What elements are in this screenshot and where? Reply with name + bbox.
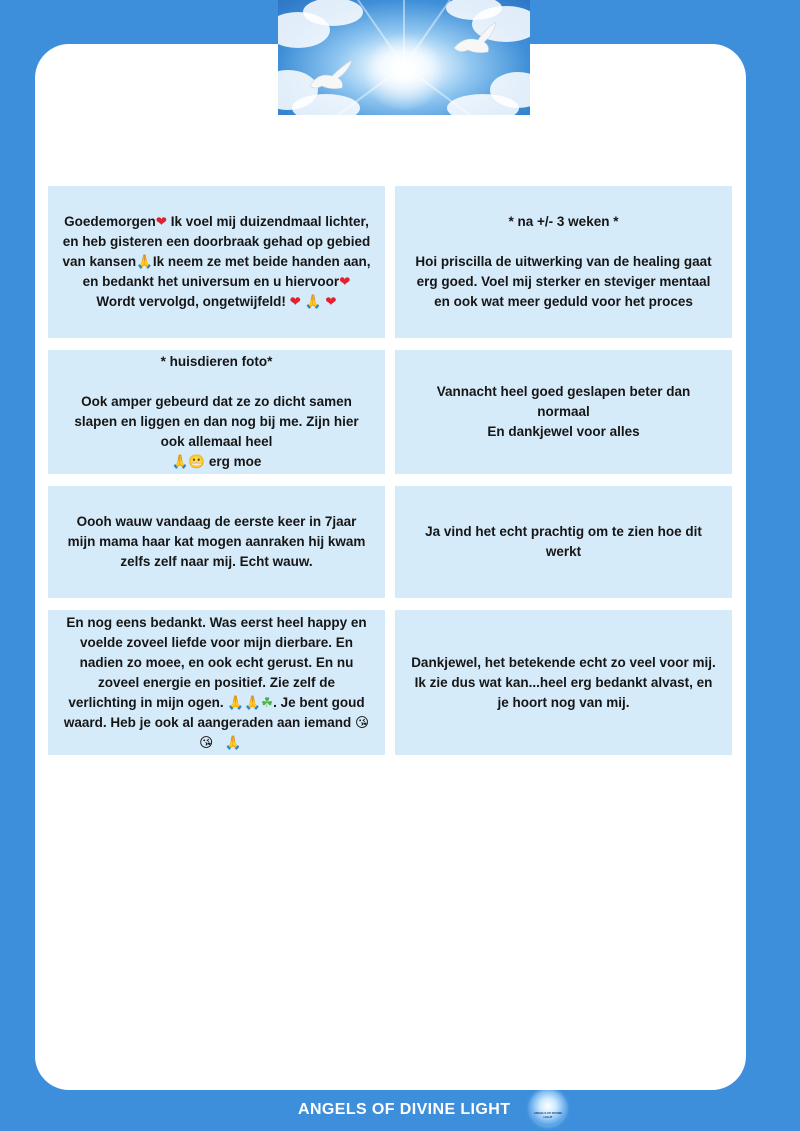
testimonial-box [48, 350, 385, 474]
grimacing-face-icon: 😬 [188, 454, 206, 469]
praying-hands-icon: 🙏 [244, 694, 261, 710]
testimonial-box [48, 610, 385, 755]
logo-text: ANGELS OF DIVINE LIGHT [533, 1111, 563, 1119]
testimonial-text: Ook amper gebeurd dat ze zo dicht samen slapen en liggen en dan nog bij me. Zijn hier ook allemaal heel 🙏😬 erg moe [74, 394, 359, 469]
testimonial-box [395, 486, 732, 598]
testimonial-text: En nog eens bedankt. Was eerst heel happy en voelde zoveel liefde voor mijn dierbare. En nadien zo moee, en ook echt gerust. En nu zoveel energie en positief. Zie zelf de verlichting in mijn ogen. 🙏🙏☘. Je bent goud waard. Heb je ook al aangeraden aan iemand 😘 😘 🙏 [63, 614, 370, 750]
praying-hands-icon: 🙏 [171, 454, 189, 469]
testimonial-text: Ja vind het echt prachtig om te zien hoe dit werkt [425, 524, 702, 559]
testimonial-box [395, 350, 732, 474]
footer-title: ANGELS OF DIVINE LIGHT [298, 1101, 511, 1118]
testimonial-text: Oooh wauw vandaag de eerste keer in 7jaar mijn mama haar kat mogen aanraken hij kwam zelfs zelf naar mij. Echt wauw. [67, 514, 366, 569]
testimonial-text: Dankjewel, het betekende echt zo veel voor mij. Ik zie dus wat kan...heel erg bedankt alvast, en je hoort nog van mij. [411, 654, 716, 710]
clover-icon: ☘ [261, 694, 274, 710]
testimonial-text: Hoi priscilla de uitwerking van de healing gaat erg goed. Voel mij sterker en steviger mentaal en ook wat meer geduld voor het proces [415, 254, 712, 309]
clouds-doves-illustration [278, 0, 530, 115]
testimonial-box [395, 610, 732, 755]
testimonial-text: Vannacht heel goed geslapen beter dan normaal [436, 384, 691, 419]
testimonials-grid [48, 186, 732, 755]
praying-hands-icon: 🙏 [304, 294, 322, 309]
heart-icon: ❤ [325, 294, 337, 309]
praying-hands-icon: 🙏 [224, 734, 242, 750]
heart-icon: ❤ [155, 214, 167, 229]
testimonial-text: En dankjewel voor alles [487, 424, 640, 439]
testimonial-text: Goedemorgen❤ Ik voel mij duizendmaal lichter, en heb gisteren een doorbraak gehad op gebied van kansen🙏Ik neem ze met beide handen aan, en bedankt het universum en u hiervoor❤ Wordt vervolgd, ongetwijfeld! ❤ 🙏 ❤ [62, 214, 371, 309]
header-image [278, 0, 530, 115]
praying-hands-icon: 🙏 [227, 694, 245, 710]
kiss-face-icon: 😘 [355, 714, 370, 730]
testimonial-heading: * huisdieren foto* [160, 354, 273, 369]
heart-icon: ❤ [339, 274, 351, 289]
kiss-face-icon: 😘 [199, 734, 214, 750]
praying-hands-icon: 🙏 [136, 254, 153, 269]
heart-icon: ❤ [289, 294, 301, 309]
testimonial-box [48, 486, 385, 598]
testimonial-box [48, 186, 385, 338]
brand-logo [530, 1090, 566, 1126]
testimonial-heading: * na +/- 3 weken * [508, 214, 619, 229]
testimonial-box [395, 186, 732, 338]
